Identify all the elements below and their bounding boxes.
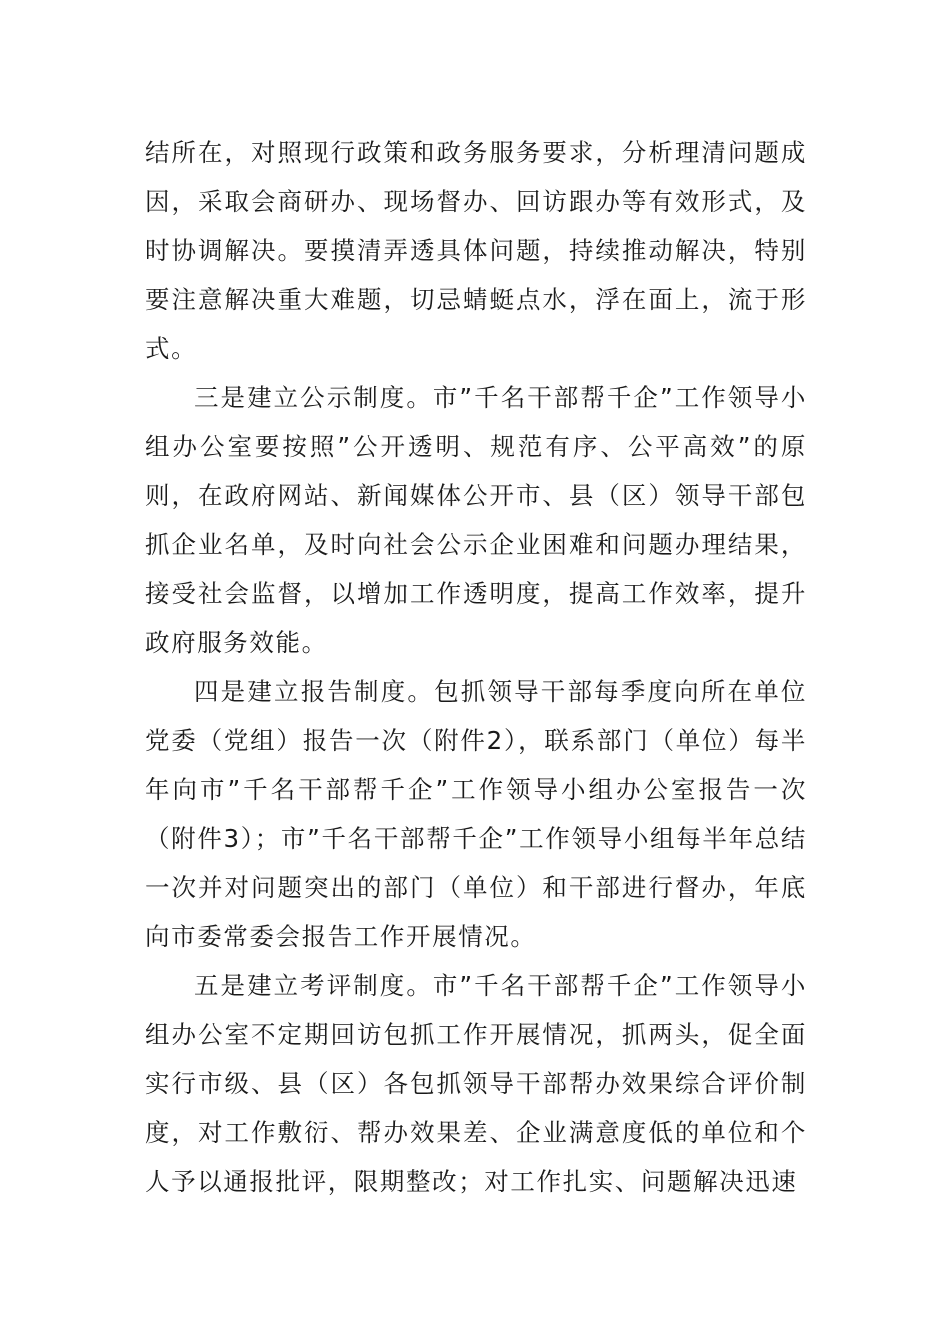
paragraph-continuation: 结所在，对照现行政策和政务服务要求，分析理清问题成因，采取会商研办、现场督办、回访跟办等有效形式，及时协调解决。要摸清弄透具体问题，持续推动解决，特别要注意解决重大难题，切忌蜻蜓点水，浮在面上，流于形式。 <box>145 138 807 363</box>
paragraph-evaluation-system: 五是建立考评制度。市”千名干部帮千企”工作领导小组办公室不定期回访包抓工作开展情况，抓两头，促全面实行市级、县（区）各包抓领导干部帮办效果综合评价制度，对工作敷衍、帮办效果差、企业满意度低的单位和个人予以通报批评，限期整改；对工作扎实、问题解决迅速 <box>145 971 807 1196</box>
body-text <box>145 128 807 1206</box>
paragraph-publicity-system: 三是建立公示制度。市”千名干部帮千企”工作领导小组办公室要按照”公开透明、规范有序、公平高效”的原则，在政府网站、新闻媒体公开市、县（区）领导干部包抓企业名单，及时向社会公示企业困难和问题办理结果，接受社会监督，以增加工作透明度，提高工作效率，提升政府服务效能。 <box>145 383 807 657</box>
paragraph-reporting-system: 四是建立报告制度。包抓领导干部每季度向所在单位党委（党组）报告一次（附件2），联系部门（单位）每半年向市”千名干部帮千企”工作领导小组办公室报告一次（附件3）；市”千名干部帮千企”工作领导小组每半年总结一次并对问题突出的部门（单位）和干部进行督办，年底向市委常委会报告工作开展情况。 <box>145 677 807 951</box>
